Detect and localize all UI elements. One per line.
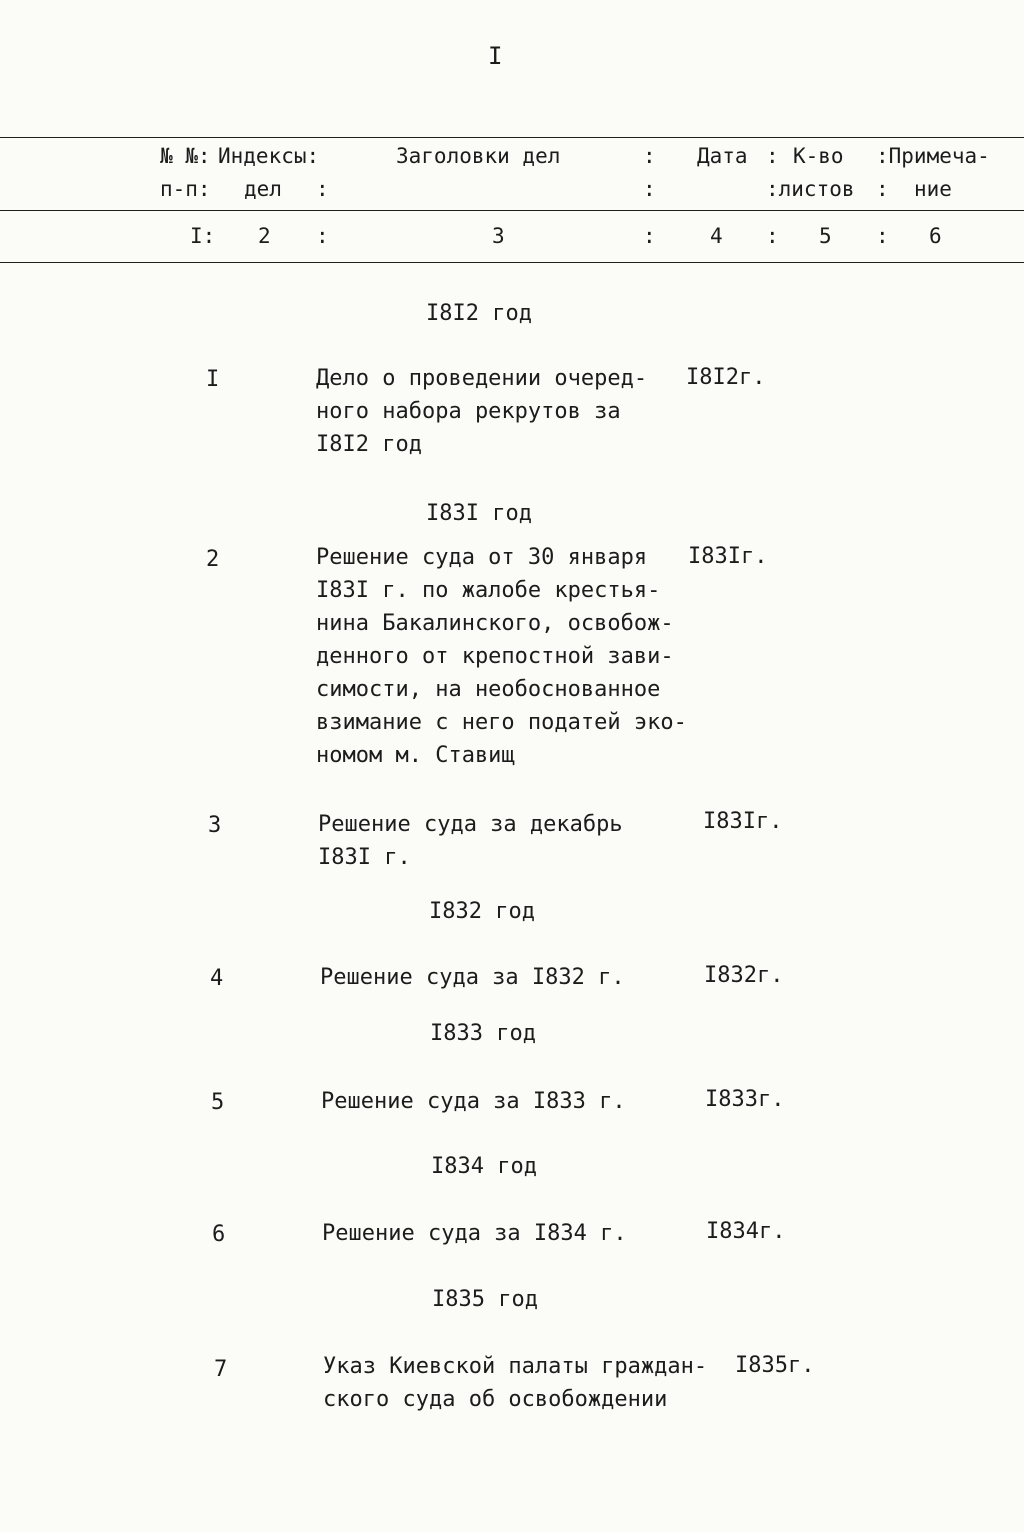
column-sep-4: : [766,224,779,248]
year-heading: I834 год [431,1154,537,1179]
header-count-sep-2: : [876,177,889,201]
entry-date: I833г. [705,1087,785,1112]
table-header-bottom-rule [0,262,1024,263]
column-number-3: 3 [492,224,505,248]
year-heading: I83I год [426,501,532,526]
header-count-2: :листов [766,177,855,201]
column-sep-3: : [643,224,656,248]
entry-number: 3 [208,813,222,838]
entry-number: 4 [210,966,224,991]
entry-date: I832г. [704,963,784,988]
entry-number: 6 [212,1222,226,1247]
column-number-6: 6 [929,224,942,248]
entry-title: Решение суда за I834 г. [322,1221,627,1246]
entry-title: Решение суда за декабрь I83I г. [318,812,623,870]
year-heading: I8I2 год [426,301,532,326]
entry-number: 5 [211,1090,225,1115]
header-index-2: дел [244,177,282,201]
header-date-sep: : [766,144,779,168]
entry-title: Указ Киевской палаты граждан- ского суда об освобождении [323,1354,708,1412]
column-number-5: 5 [819,224,832,248]
entry-date: I8I2г. [686,365,766,390]
header-title-sep-2: : [643,177,656,201]
column-sep-2: : [316,224,329,248]
header-index: Индексы: [218,144,320,168]
column-number-1: I: [190,224,216,248]
entry-title: Решение суда за I833 г. [321,1089,626,1114]
year-heading: I832 год [429,899,535,924]
header-date: Дата [697,144,748,168]
table-header-top-rule [0,137,1024,138]
column-sep-5: : [876,224,889,248]
entry-date: I83Iг. [703,809,783,834]
year-heading: I833 год [430,1021,536,1046]
header-notes-2: ние [914,177,952,201]
page-number: I [488,42,503,70]
year-heading: I835 год [432,1287,538,1312]
header-title-sep: : [643,144,656,168]
entry-date: I83Iг. [688,544,768,569]
table-header-mid-rule [0,210,1024,211]
header-no: № №: [160,144,211,168]
entry-title: Решение суда от 30 января I83I г. по жалобе крестья- нина Бакалинского, освобож- денного от крепостной зави- симости, на необоснованное взимание с него податей эко- номом м. Ставищ [316,545,687,768]
column-number-2: 2 [258,224,271,248]
header-title: Заголовки дел [396,144,561,168]
entry-title: Дело о проведении очеред- ного набора рекрутов за I8I2 год [316,366,648,457]
column-number-4: 4 [710,224,723,248]
entry-number: 2 [206,547,220,572]
entry-number: 7 [214,1357,228,1382]
entry-date: I834г. [706,1219,786,1244]
entry-title: Решение суда за I832 г. [320,965,625,990]
header-count: К-во [793,144,844,168]
header-index-sep-2: : [316,177,329,201]
entry-number: I [206,367,220,392]
entry-date: I835г. [735,1353,815,1378]
header-notes: :Примеча- [876,144,990,168]
header-no-2: п-п: [160,177,211,201]
